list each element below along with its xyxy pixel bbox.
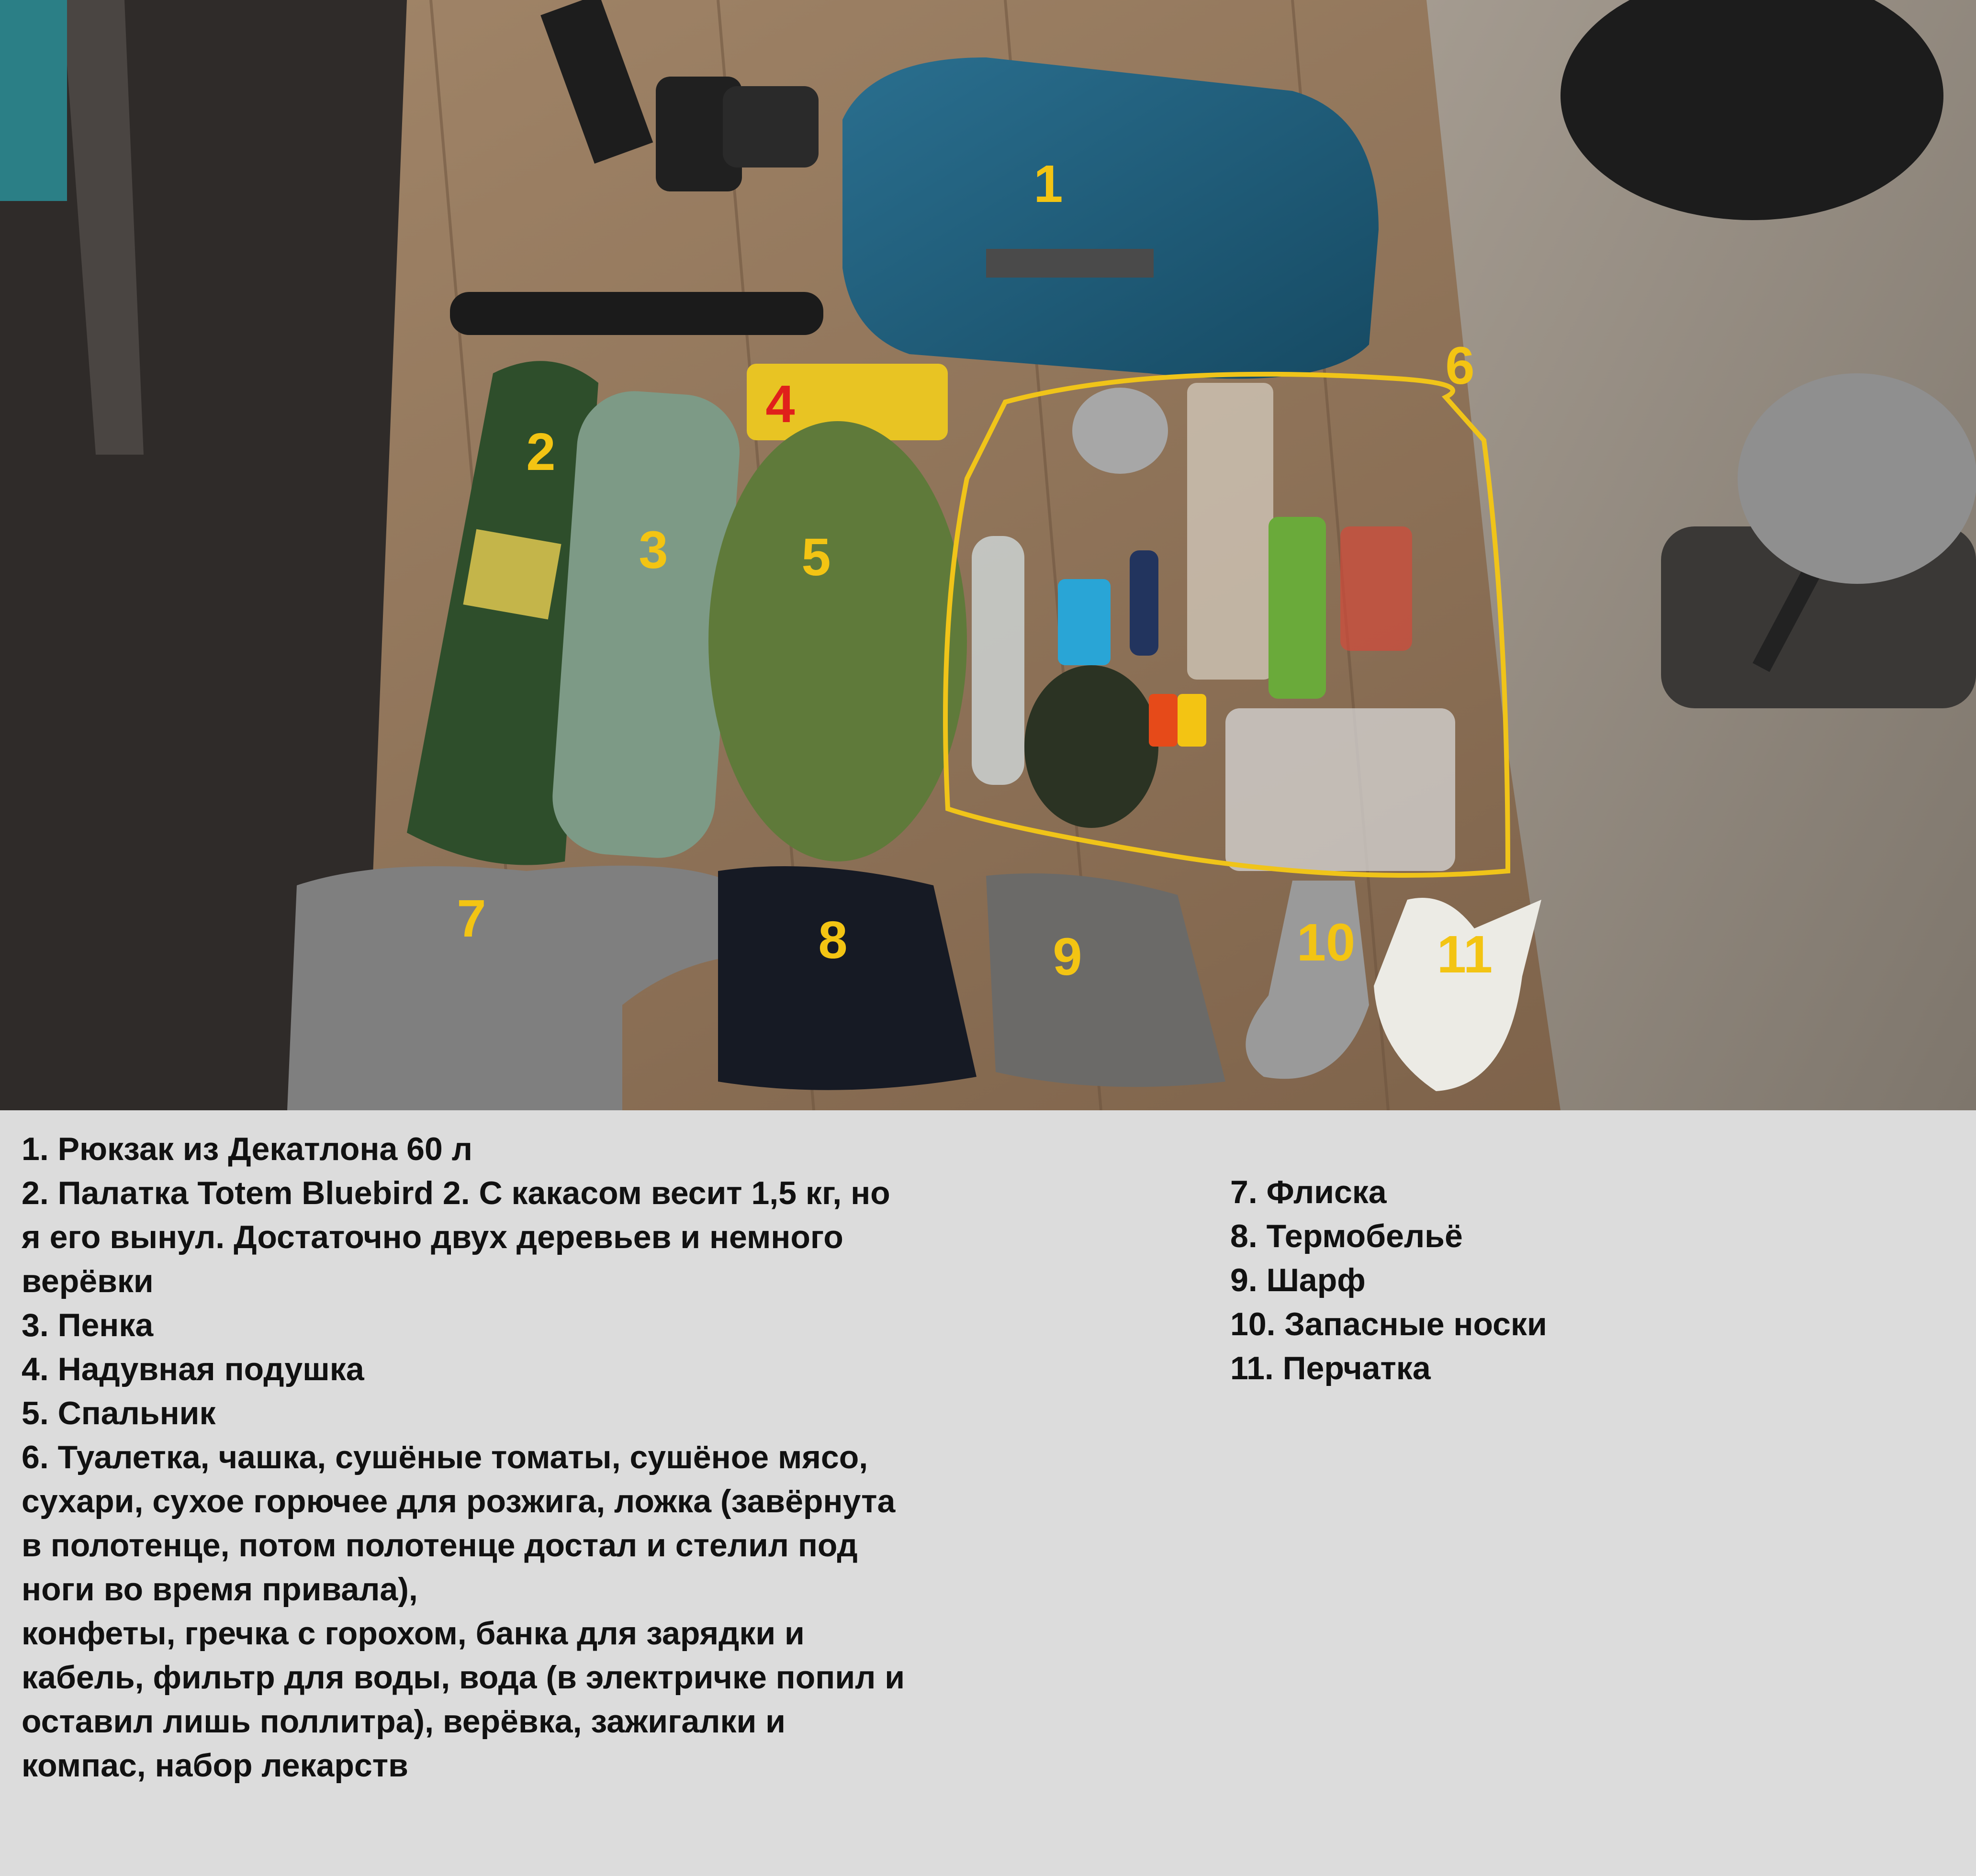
backpack xyxy=(842,57,1379,379)
caption-line: кабель, фильтр для воды, вода (в электричке попил и xyxy=(22,1659,905,1696)
caption-panel xyxy=(0,1110,1976,1876)
marker-4: 4 xyxy=(765,375,795,434)
marker-6: 6 xyxy=(1445,336,1475,395)
marker-5: 5 xyxy=(801,528,831,587)
marker-11: 11 xyxy=(1437,925,1493,984)
caption-line: 9. Шарф xyxy=(1230,1262,1366,1298)
caption-line: сухари, сухое горючее для розжига, ложка (завёрнута xyxy=(22,1483,896,1519)
caption-line: 4. Надувная подушка xyxy=(22,1351,364,1387)
caption-list-left xyxy=(22,1127,1089,1787)
backpack-strap xyxy=(986,249,1154,278)
caption-line: 10. Запасные носки xyxy=(1230,1306,1547,1342)
caption-line: в полотенце, потом полотенце достал и стелил под xyxy=(22,1527,858,1563)
caption-line: ноги во время привала), xyxy=(22,1571,418,1608)
marker-9: 9 xyxy=(1053,927,1082,986)
socks-on-sofa xyxy=(1738,373,1976,584)
marker-1: 1 xyxy=(1033,155,1063,213)
caption-line: 6. Туалетка, чашка, сушёные томаты, сушёное мясо, xyxy=(22,1439,868,1475)
sleeping-bag xyxy=(708,421,967,861)
caption-line: 2. Палатка Totem Bluebird 2. С какасом весит 1,5 кг, но xyxy=(22,1175,890,1211)
caption-line: оставил лишь поллитра), верёвка, зажигалки и xyxy=(22,1703,786,1740)
caption-line: конфеты, гречка с горохом, банка для зарядки и xyxy=(22,1615,805,1652)
caption-line: 11. Перчатка xyxy=(1230,1350,1431,1386)
tent-label xyxy=(463,529,561,620)
caption-line: 8. Термобельё xyxy=(1230,1218,1463,1254)
caption-line: 3. Пенка xyxy=(22,1307,154,1343)
caption-line: 5. Спальник xyxy=(22,1395,216,1431)
marker-7: 7 xyxy=(457,889,486,948)
cabinet-screen xyxy=(0,0,67,201)
marker-3: 3 xyxy=(639,521,668,580)
caption-list-right xyxy=(1230,1170,1924,1390)
caption-line: 1. Рюкзак из Декатлона 60 л xyxy=(22,1131,472,1167)
caption-line: компас, набор лекарств xyxy=(22,1747,408,1784)
marker-2: 2 xyxy=(526,423,556,481)
caption-line: верёвки xyxy=(22,1263,154,1299)
caption-line: 7. Флиска xyxy=(1230,1174,1387,1210)
marker-8: 8 xyxy=(818,911,848,970)
caption-line: я его вынул. Достаточно двух деревьев и немного xyxy=(22,1219,843,1255)
marker-10: 10 xyxy=(1296,913,1356,972)
